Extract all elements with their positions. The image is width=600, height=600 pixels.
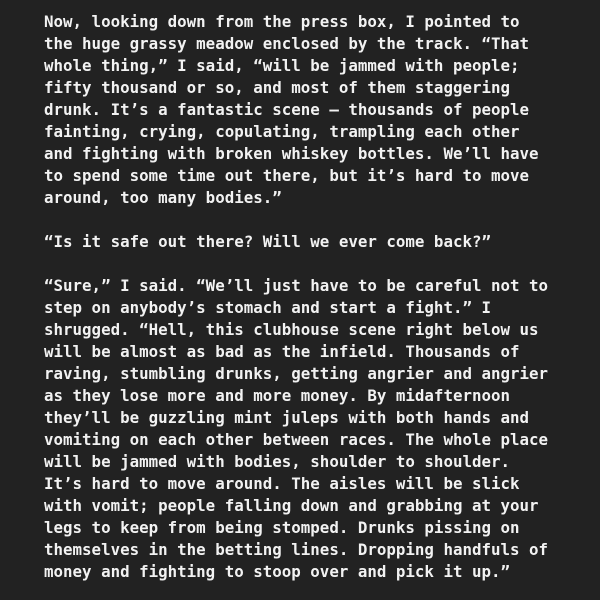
text-line: whole thing,” I said, “will be jammed with people; xyxy=(44,56,520,75)
text-line: the huge grassy meadow enclosed by the track. “That xyxy=(44,34,530,53)
text-line: they’ll be guzzling mint juleps with both hands and xyxy=(44,408,530,427)
text-line: as they lose more and more money. By midafternoon xyxy=(44,386,511,405)
text-line: fainting, crying, copulating, trampling each other xyxy=(44,122,520,141)
text-line: and fighting with broken whiskey bottles. We’ll have xyxy=(44,144,539,163)
text-line: Now, looking down from the press box, I pointed to xyxy=(44,12,520,31)
text-line: drunk. It’s a fantastic scene — thousands of people xyxy=(44,100,530,119)
text-line: vomiting on each other between races. The whole place xyxy=(44,430,549,449)
text-line: fifty thousand or so, and most of them staggering xyxy=(44,78,511,97)
text-line: will be almost as bad as the infield. Thousands of xyxy=(44,342,520,361)
text-line: money and fighting to stoop over and pick it up.” xyxy=(44,562,511,581)
text-line: raving, stumbling drunks, getting angrier and angrier xyxy=(44,364,549,383)
text-line: step on anybody’s stomach and start a fight.” I xyxy=(44,298,491,317)
text-line: themselves in the betting lines. Dropping handfuls of xyxy=(44,540,549,559)
text-line: around, too many bodies.” xyxy=(44,188,282,207)
text-line: will be jammed with bodies, shoulder to shoulder. xyxy=(44,452,511,471)
text-line: to spend some time out there, but it’s hard to move xyxy=(44,166,530,185)
text-line: “Is it safe out there? Will we ever come back?” xyxy=(44,232,491,251)
text-line: shrugged. “Hell, this clubhouse scene right below us xyxy=(44,320,539,339)
text-line: legs to keep from being stomped. Drunks pissing on xyxy=(44,518,520,537)
text-line: with vomit; people falling down and grabbing at your xyxy=(44,496,539,515)
text-line: “Sure,” I said. “We’ll just have to be careful not to xyxy=(44,276,549,295)
text-line: It’s hard to move around. The aisles will be slick xyxy=(44,474,520,493)
